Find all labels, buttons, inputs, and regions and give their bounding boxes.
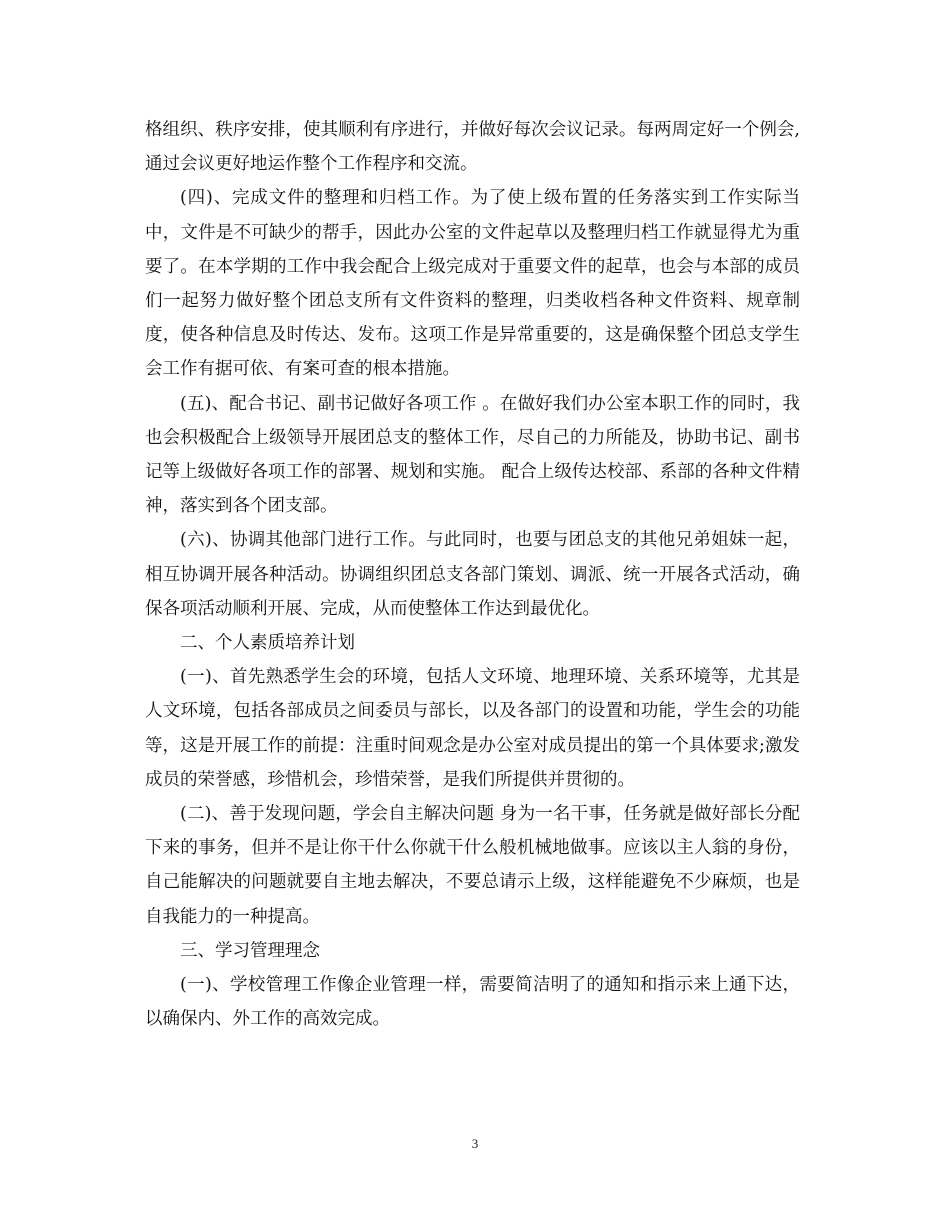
paragraph-personal-1: (一)、首先熟悉学生会的环境，包括人文环境、地理环境、关系环境等，尤其是人文环境，包括各部成员之间委员与部长，以及各部门的设置和功能，学生会的功能等，这是开展工作的前提：注重时间观念是办公室对成员提出的第一个具体要求;激发成员的荣誉感，珍惜机会，珍惜荣誉，是我们所提供并贯彻的。: [145, 667, 800, 790]
page-number: 3: [471, 1136, 479, 1151]
heading-management-concept: 三、学习管理理念: [180, 940, 320, 961]
paragraph-personal-2: (二)、善于发现问题，学会自主解决问题 身为一名干事，任务就是做好部长分配下来的事务，但并不是让你干什么你就干什么般机械地做事。应该以主人翁的身份，自己能解决的问题就要自主地去解决，不要总请示上级，这样能避免不少麻烦，也是自我能力的一种提高。: [145, 804, 800, 927]
paragraph-section-5: (五)、配合书记、副书记做好各项工作 。在做好我们办公室本职工作的同时，我也会积极配合上级领导开展团总支的整体工作，尽自己的力所能及，协助书记、副书记等上级做好各项工作的部署、规划和实施。 配合上级传达校部、系部的各种文件精神，落实到各个团支部。: [145, 393, 800, 517]
document-body: [145, 113, 800, 1036]
heading-personal-quality-plan: 二、个人素质培养计划: [180, 633, 355, 654]
paragraph-section-4: (四)、完成文件的整理和归档工作。为了使上级布置的任务落实到工作实际当中，文件是不可缺少的帮手，因此办公室的文件起草以及整理归档工作就显得尤为重要了。在本学期的工作中我会配合上级完成对于重要文件的起草，也会与本部的成员们一起努力做好整个团总支所有文件资料的整理，归类收档各种文件资料、规章制度，使各种信息及时传达、发布。这项工作是异常重要的，这是确保整个团总支学生会工作有据可依、有案可查的根本措施。: [145, 188, 800, 380]
paragraph-continuation: 格组织、秩序安排，使其顺利有序进行，并做好每次会议记录。每两周定好一个例会,通过会议更好地运作整个工作程序和交流。: [145, 120, 800, 175]
paragraph-section-6: (六)、协调其他部门进行工作。与此同时，也要与团总支的其他兄弟姐妹一起，相互协调开展各种活动。协调组织团总支各部门策划、调派、统一开展各式活动，确保各项活动顺利开展、完成，从而使整体工作达到最优化。: [145, 530, 800, 619]
paragraph-management-1: (一)、学校管理工作像企业管理一样，需要简洁明了的通知和指示来上通下达，以确保内、外工作的高效完成。: [145, 975, 800, 1030]
